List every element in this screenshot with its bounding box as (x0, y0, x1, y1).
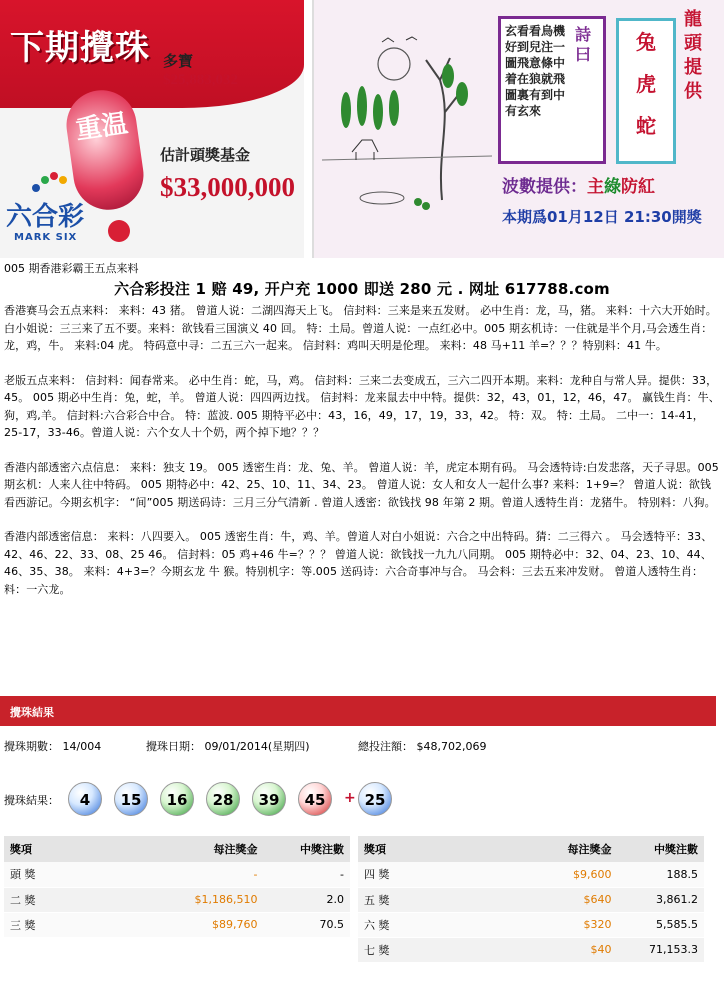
prize-winners: 5,585.5 (617, 912, 704, 937)
table-header-row (358, 836, 704, 862)
table-header-row (4, 836, 350, 862)
wave-line (502, 172, 655, 197)
draw-date-label: 攪珠日期： (146, 740, 201, 753)
prize-amount: $640 (514, 887, 618, 912)
prize-winners: 2.0 (263, 887, 350, 912)
logo-text: 六合彩 (6, 202, 85, 232)
poem-banner[interactable] (312, 0, 724, 258)
prize-name: 頭 獎 (4, 862, 160, 887)
article-paragraph-4: 香港内部透密信息： 来料：八四要入。 005 透密生肖：牛，鸡、羊。曾道人对白小姐说：六合之中出特码。猜：二三得六 。 马会透特平：33、42、46、22、33、08、25 46。 信封料：05 鸡+46 牛=？？？ 曾道人说：欲钱找一九九八同期。 005 期特必中：32、04、23、10、44、46、35、38。 来料：4+3=？今期玄龙 牛 猴。特别机字：等.005 送码诗：六合奇事冲与合。 马会料：三去五来冲发财。 曾道人透特生肖：料：一六龙。 (4, 530, 713, 596)
prize-table-right (358, 836, 704, 963)
poem-box (498, 16, 606, 164)
draw-no (4, 738, 101, 754)
header-winners: 中獎注數 (617, 836, 704, 862)
poem-title: 詩曰 (575, 25, 592, 64)
prize-amount: $40 (514, 937, 618, 962)
estimate-value: $33,000,000 (160, 172, 295, 202)
zodiac-box (616, 18, 676, 164)
results-bar (0, 696, 716, 726)
draw-date (146, 738, 309, 754)
wave-mid: 防 (621, 177, 638, 197)
prize-winners: 3,861.2 (617, 887, 704, 912)
prize-name: 二 獎 (4, 887, 160, 912)
banner-title: 下期攪珠 (10, 28, 150, 68)
jackpot-label: 多寶 (163, 52, 194, 70)
header-amount: 每注獎金 (160, 836, 264, 862)
prize-winners: 70.5 (263, 912, 350, 937)
estimate-label: 估計頭獎基金 (160, 146, 251, 164)
balls-label: 攪珠結果： (4, 794, 59, 807)
zodiac-1: 兔 (636, 30, 656, 54)
plus-sign: + (344, 790, 356, 806)
header-winners: 中獎注數 (263, 836, 350, 862)
ad-link[interactable]: 六合彩投注 1 赔 49, 开户充 1000 即送 280 元 . 网址 617788.com (114, 280, 610, 298)
ball-6: 45 (298, 782, 332, 816)
table-row (358, 862, 704, 887)
special-ball: 25 (358, 782, 392, 816)
table-row (358, 912, 704, 937)
prize-name: 七 獎 (358, 937, 514, 962)
ball-4: 28 (206, 782, 240, 816)
prize-amount: $320 (514, 912, 618, 937)
result-balls (4, 780, 720, 820)
article (4, 262, 720, 615)
prize-amount: - (160, 862, 264, 887)
provider-label: 龍頭提供 (684, 9, 702, 102)
dice-icon (108, 220, 130, 242)
turnover (358, 738, 486, 754)
ball-3: 16 (160, 782, 194, 816)
poem-sketch-image (322, 30, 492, 220)
ball-5: 39 (252, 782, 286, 816)
prize-winners: - (263, 862, 350, 887)
header-prize: 獎項 (358, 836, 514, 862)
table-row (4, 862, 350, 887)
wave-prefix: 波數提供： (502, 177, 587, 197)
prize-amount: $1,186,510 (160, 887, 264, 912)
prize-winners: 188.5 (617, 862, 704, 887)
article-paragraph-2: 老版五点来料： 信封料：闻春常来。 必中生肖：蛇，马，鸡。 信封料：三来二去变成五，三六二四开本期。来料：龙种自与常人异。提供：33，45。 005 期必中生肖：兔，蛇，羊。 曾道人说：四四两边找。 信封料：龙来鼠去中中特。提供：32，43，01，12，46，47。 赢钱生肖：牛、狗，鸡,羊。 信封料:六合彩合中合。 特：蓝波. 005 期特平必中：43，16，49，17，19，33，42。 特：双。 特：土局。 二中一：14-41，25-17，33-46。曾道人说：六个女人十个奶，两个掉下地？？？ (4, 373, 720, 439)
next-draw-banner[interactable] (0, 0, 304, 258)
draw-info: 本期爲01月12日 21:30開獎 (502, 208, 702, 226)
header-amount: 每注獎金 (514, 836, 618, 862)
prize-name: 六 獎 (358, 912, 514, 937)
logo-subtitle: MARK SIX (14, 232, 78, 243)
prize-amount: $89,760 (160, 912, 264, 937)
prize-table-left (4, 836, 350, 938)
wave-main: 主 (587, 177, 604, 197)
prize-winners: 71,153.3 (617, 937, 704, 962)
draw-date-value: 09/01/2014(星期四) (204, 740, 310, 753)
draw-no-label: 攪珠期數： (4, 740, 59, 753)
mark-six-logo-icon (30, 170, 70, 196)
turnover-value: $48,702,069 (416, 740, 487, 753)
header-prize: 獎項 (4, 836, 160, 862)
ball-1: 4 (68, 782, 102, 816)
article-paragraph-1: 香港赛马会五点来料： 来料：43 猪。 曾道人说：二湖四海天上飞。 信封料：三来是来五发财。 必中生肖：龙，马，猪。 来料：十六大开始时。白小姐说：三三来了五不要。来料：欲钱看三国演义 40 回。 特：土局。曾道人说：一点红必中。005 期玄机诗：一住就是半个月,马会透生肖：龙，鸡，牛。 来料:04 虎。 特码意中寻：二五三六一起来。 信封料：鸡叫天明是伦理。 来料：48 马+11 羊=？？？特别料：41 牛。 (4, 304, 717, 352)
turnover-label: 總投注額： (358, 740, 413, 753)
wave-red: 紅 (638, 177, 655, 197)
article-header: 005 期香港彩霸王五点来料 (4, 262, 139, 275)
ball-2: 15 (114, 782, 148, 816)
table-row (4, 887, 350, 912)
article-paragraph-3: 香港内部透密六点信息： 来料：独支 19。 005 透密生肖：龙、兔、羊。 曾道人说：羊，虎定本期有码。 马会透特诗:白发悲落，天子寻思。005 期玄机：人来人往中特码。 005 期特必中：42、25、10、11、34、23。 曾道人说：女人和女人一起什么事? 来料：1+9=？ 曾道人说：欲钱看西游记。今期玄机字： “间”005 期送码诗：三月三分气清新 . 曾道人透密：欲钱找 98 年第 2 期。曾道人透特生肖：龙猪牛。 特别料：八狗。 (4, 460, 719, 509)
wave-green: 綠 (604, 177, 621, 197)
prize-name: 四 獎 (358, 862, 514, 887)
zodiac-3: 蛇 (636, 114, 656, 138)
table-row (4, 912, 350, 937)
prize-name: 三 獎 (4, 912, 160, 937)
zodiac-2: 虎 (636, 72, 656, 96)
table-row (358, 887, 704, 912)
prize-name: 五 獎 (358, 887, 514, 912)
table-row (358, 937, 704, 962)
poem-text: 玄看看烏機好到兒注一圖飛意條中着在狼就飛圖裏有到中有玄來 (505, 24, 566, 118)
ball-decoration-text: 重温 (73, 108, 130, 146)
prize-amount: $9,600 (514, 862, 618, 887)
results-bar-title: 攪珠結果 (10, 706, 54, 719)
draw-no-value: 14/004 (62, 740, 102, 753)
jackpot-value: $25,883,032 (163, 72, 238, 88)
